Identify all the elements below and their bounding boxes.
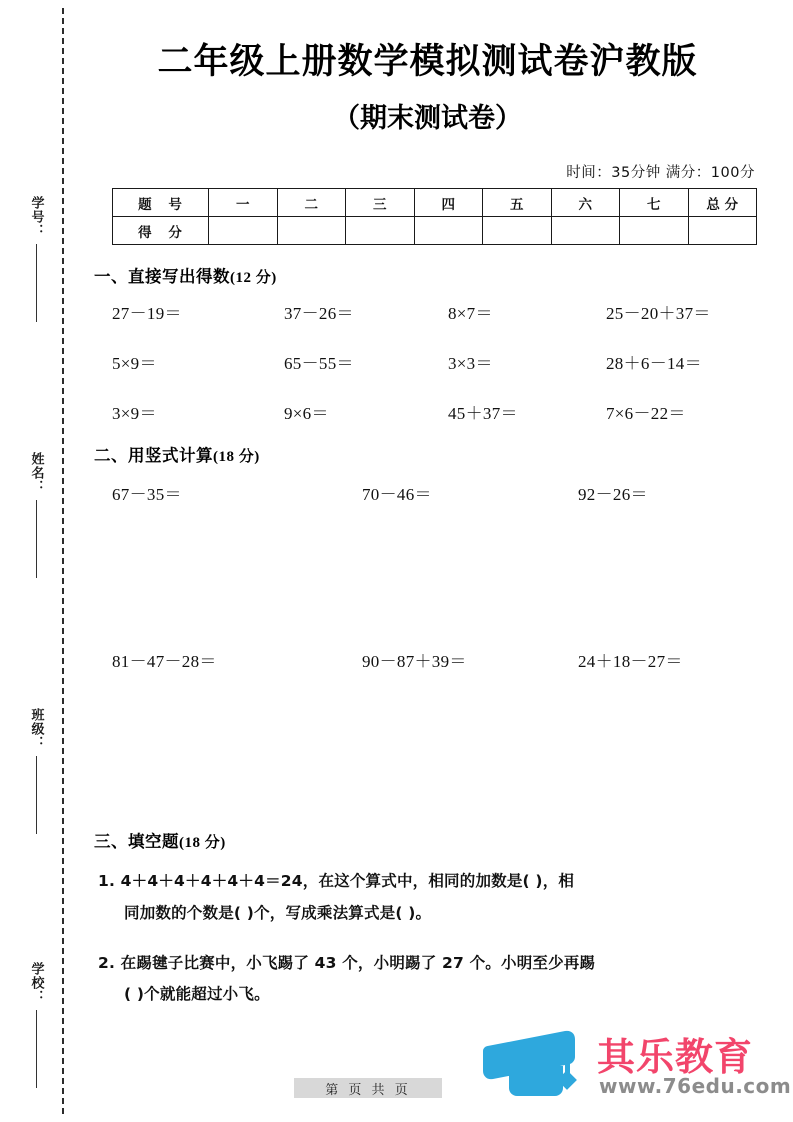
problem-item: 37－26＝ (284, 304, 354, 323)
margin-writing-rule (36, 244, 37, 322)
section-heading-three (94, 828, 793, 852)
problem-item: 92－26＝ (578, 485, 648, 504)
problem-item: 81－47－28＝ (112, 652, 217, 671)
problem-item: 7×6－22＝ (606, 404, 686, 423)
score-table-col-total: 总 分 (688, 189, 757, 217)
graduation-cap-base (509, 1066, 563, 1096)
score-cell-7[interactable] (620, 217, 689, 245)
score-cell-5[interactable] (483, 217, 552, 245)
binding-margin-strip (0, 0, 76, 1122)
score-cell-1[interactable] (209, 217, 278, 245)
margin-field-school (16, 962, 56, 1088)
score-cell-6[interactable] (551, 217, 620, 245)
graduation-cap-icon (483, 1030, 589, 1096)
score-table-col-3: 三 (346, 189, 415, 217)
problem-item: 27－19＝ (112, 304, 182, 323)
section-heading-two (94, 442, 793, 466)
margin-label-name: 姓名： (28, 452, 44, 494)
problem-item: 67－35＝ (112, 485, 182, 504)
problem-item: 3×9＝ (112, 404, 157, 423)
publisher-logo (479, 1024, 792, 1102)
score-cell-2[interactable] (277, 217, 346, 245)
section-three-title: 三、填空题 (94, 832, 179, 851)
exam-page (76, 0, 793, 1122)
score-table (112, 188, 757, 245)
problem-item: 45＋37＝ (448, 404, 518, 423)
table-row (113, 217, 757, 245)
margin-label-student-id: 学号： (28, 196, 44, 238)
problem-item: 9×6＝ (284, 404, 329, 423)
fill-question-1-line2: 同加数的个数是( )个，写成乘法算式是( )。 (124, 903, 432, 922)
page-footer (294, 1078, 442, 1098)
section-three-points: (18 分) (179, 835, 226, 851)
section-two-points: (18 分) (213, 449, 260, 465)
score-table-col-7: 七 (620, 189, 689, 217)
margin-label-school: 学校： (28, 962, 44, 1004)
section-two-row-two (112, 647, 772, 672)
problem-item: 8×7＝ (448, 304, 493, 323)
score-table-score-header: 得 分 (113, 217, 209, 245)
score-table-col-5: 五 (483, 189, 552, 217)
margin-field-name (16, 452, 56, 578)
problem-item: 3×3＝ (448, 354, 493, 373)
problem-item: 90－87＋39＝ (362, 652, 467, 671)
problem-item: 24＋18－27＝ (578, 652, 683, 671)
problem-item: 28＋6－14＝ (606, 354, 702, 373)
margin-writing-rule (36, 756, 37, 834)
page-subtitle: （期末测试卷） (333, 103, 522, 134)
score-table-col-4: 四 (414, 189, 483, 217)
problem-item: 70－46＝ (362, 485, 432, 504)
dashed-fold-line (62, 8, 64, 1114)
table-row (113, 189, 757, 217)
section-two-row-one (112, 480, 772, 505)
score-table-col-2: 二 (277, 189, 346, 217)
exam-meta-line: 时间：35分钟 满分：100分 (566, 165, 755, 181)
section-heading-one (94, 263, 793, 287)
section-one-title: 一、直接写出得数 (94, 267, 230, 286)
score-cell-total[interactable] (688, 217, 757, 245)
page-title: 二年级上册数学模拟测试卷沪教版 (157, 42, 698, 82)
section-two-title: 二、用竖式计算 (94, 446, 213, 465)
margin-field-class (16, 708, 56, 834)
score-cell-3[interactable] (346, 217, 415, 245)
score-table-col-6: 六 (551, 189, 620, 217)
logo-brand-text: 其乐教育 (597, 1035, 754, 1079)
margin-field-student-id (16, 196, 56, 322)
logo-url-text: www.76edu.com (599, 1074, 792, 1098)
fill-question-2-line1: 2. 在踢毽子比赛中，小飞踢了 43 个，小明踢了 27 个。小明至少再踢 (98, 953, 596, 972)
score-table-row-header: 题 号 (113, 189, 209, 217)
score-cell-4[interactable] (414, 217, 483, 245)
problem-item: 65－55＝ (284, 354, 354, 373)
problem-item: 5×9＝ (112, 354, 157, 373)
fill-question-2-line2: ( )个就能超过小飞。 (124, 985, 270, 1004)
page-number-text: 第 页 共 页 (325, 1082, 411, 1098)
score-table-col-1: 一 (209, 189, 278, 217)
section-one-points: (12 分) (230, 270, 277, 286)
problem-item: 25－20＋37＝ (606, 304, 711, 323)
fill-question-1 (98, 866, 766, 930)
margin-writing-rule (36, 500, 37, 578)
fill-question-2 (98, 948, 766, 1012)
vertical-calc-workspace-one[interactable] (76, 505, 793, 633)
fill-question-1-line1: 1. 4＋4＋4＋4＋4＋4＝24，在这个算式中，相同的加数是( )，相 (98, 872, 575, 890)
margin-label-class: 班级： (28, 708, 44, 750)
margin-writing-rule (36, 1010, 37, 1088)
vertical-calc-workspace-two[interactable] (76, 672, 793, 810)
section-one-problem-grid (112, 299, 772, 424)
